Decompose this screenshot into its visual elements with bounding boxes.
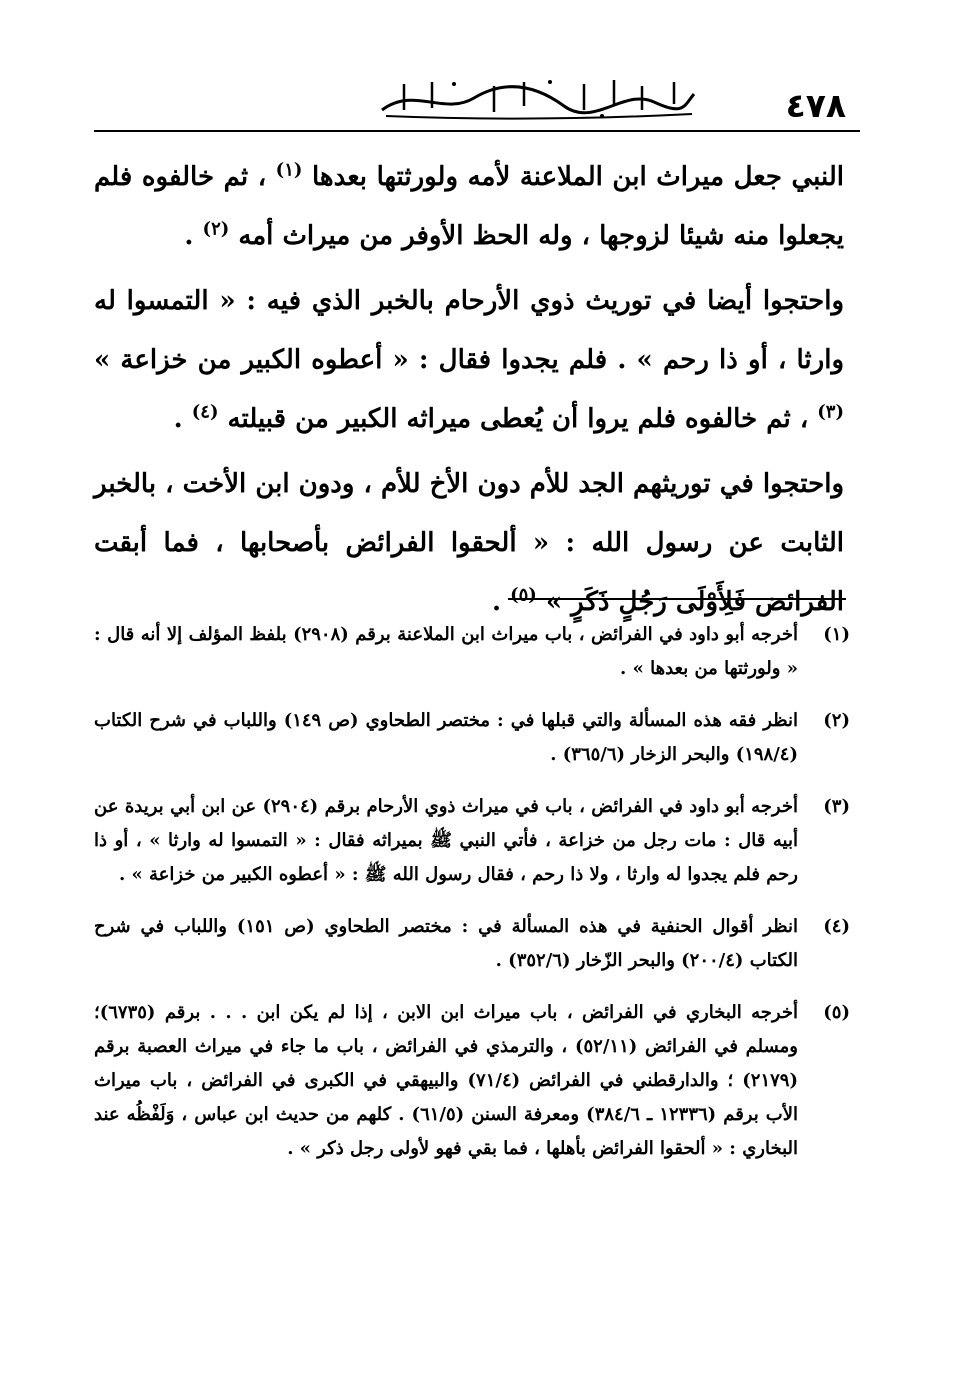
- footnote-reference: (٥): [510, 584, 537, 606]
- footnote-number: (٤): [823, 916, 850, 937]
- footnotes: [94, 618, 850, 1184]
- page-header: [94, 70, 860, 132]
- paragraph-text: واحتجوا في توريثهم الجد للأم دون الأخ للأم ، ودون ابن الأخت ، بالخبر الثابت عن رسول الله : « ألحقوا الفرائض بأصحابها ، فما أبقت الفرائض فَلِأَوْلَى رَجُلٍ ذَكَرٍ »: [94, 469, 845, 617]
- footnote-reference: (٣): [817, 401, 844, 423]
- paragraph-text: .: [173, 404, 192, 434]
- footnote-reference: (٢): [202, 218, 230, 240]
- footnote-text: انظر أقوال الحنفية في هذه المسألة في : مختصر الطحاوي (ص ١٥١) واللباب في شرح الكتاب (٢٠٠/٤) والبحر الزّخار (٣٥٢/٦) .: [94, 916, 798, 971]
- paragraph-text: ، ثم خالفوه فلم يروا أن يُعطى ميراثه الكبير من قبيلته: [218, 404, 818, 434]
- footnote-text: أخرجه أبو داود في الفرائض ، باب في ميراث ذوي الأرحام برقم (٢٩٠٤) عن ابن أبي بريدة عن أبيه قال : مات رجل من خزاعة ، فأتي النبي ﷺ بميراثه فقال : « التمسوا له وارثا » ، أو ذا رحم فلم يجدوا له وارثا ، ولا ذا رحم ، فقال رسول الله ﷺ : « أعطوه الكبير من خزاعة » .: [94, 796, 798, 885]
- header-rule: [94, 130, 860, 132]
- footnote-text: انظر فقه هذه المسألة والتي قبلها في : مختصر الطحاوي (ص ١٤٩) واللباب في شرح الكتاب (١٩٨/٤) والبحر الزخار (٣٦٥/٦) .: [94, 710, 798, 765]
- footnote-reference: (٤): [191, 401, 219, 423]
- paragraph: [94, 272, 844, 449]
- footnote: [94, 996, 850, 1166]
- footnote-reference: (١): [275, 159, 303, 181]
- footnote: [94, 704, 850, 772]
- paragraph-text: واحتجوا أيضا في توريث ذوي الأرحام بالخبر الذي فيه : « التمسوا له وارثا ، أو ذا رحم » . فلم يجدوا فقال : « أعطوه الكبير من خزاعة »: [94, 286, 844, 375]
- footnote-text: أخرجه أبو داود في الفرائض ، باب ميراث ابن الملاعنة برقم (٢٩٠٨) بلفظ المؤلف إلا أنه قال : « ولورثتها من بعدها » .: [94, 624, 798, 679]
- footnote: [94, 618, 850, 686]
- paragraph: [94, 455, 844, 632]
- book-title-calligraphy: [374, 76, 700, 122]
- footnote-number: (١): [823, 624, 850, 645]
- footnote-number: (٥): [823, 1002, 850, 1023]
- footnote: [94, 790, 850, 892]
- page-number: ٤٧٨: [785, 86, 846, 125]
- footnote-separator: [508, 598, 846, 600]
- paragraph: [94, 148, 844, 266]
- footnote: [94, 910, 850, 978]
- paragraph-text: ، ثم خالفوه فلم يجعلوا منه شيئا لزوجها ، وله الحظ الأوفر من ميراث أمه: [94, 162, 844, 251]
- footnote-text: أخرجه البخاري في الفرائض ، باب ميراث ابن الابن ، إذا لم يكن ابن . . . برقم (٦٧٣٥)؛ ومسلم في الفرائض (٥٢/١١) ، والترمذي في الفرائض ، باب ما جاء في ميراث العصبة برقم (٢١٧٩) ؛ والدارقطني في الفرائض (٧١/٤) والبيهقي في الكبرى في الفرائض ، باب ميراث الأب برقم (١٢٣٣٦ ـ ٣٨٤/٦) ومعرفة السنن (٦١/٥) . كلهم من حديث ابن عباس ، وَلَفْظُه عند البخاري : « ألحقوا الفرائض بأهلها ، فما بقي فهو لأولى رجل ذكر » .: [94, 1002, 798, 1159]
- footnote-number: (٣): [823, 796, 850, 817]
- main-text: [94, 148, 844, 632]
- paragraph-text: .: [184, 221, 203, 251]
- footnote-number: (٢): [823, 710, 850, 731]
- paragraph-text: .: [491, 587, 511, 617]
- paragraph-text: النبي جعل ميراث ابن الملاعنة لأمه ولورثتها بعدها: [302, 162, 844, 192]
